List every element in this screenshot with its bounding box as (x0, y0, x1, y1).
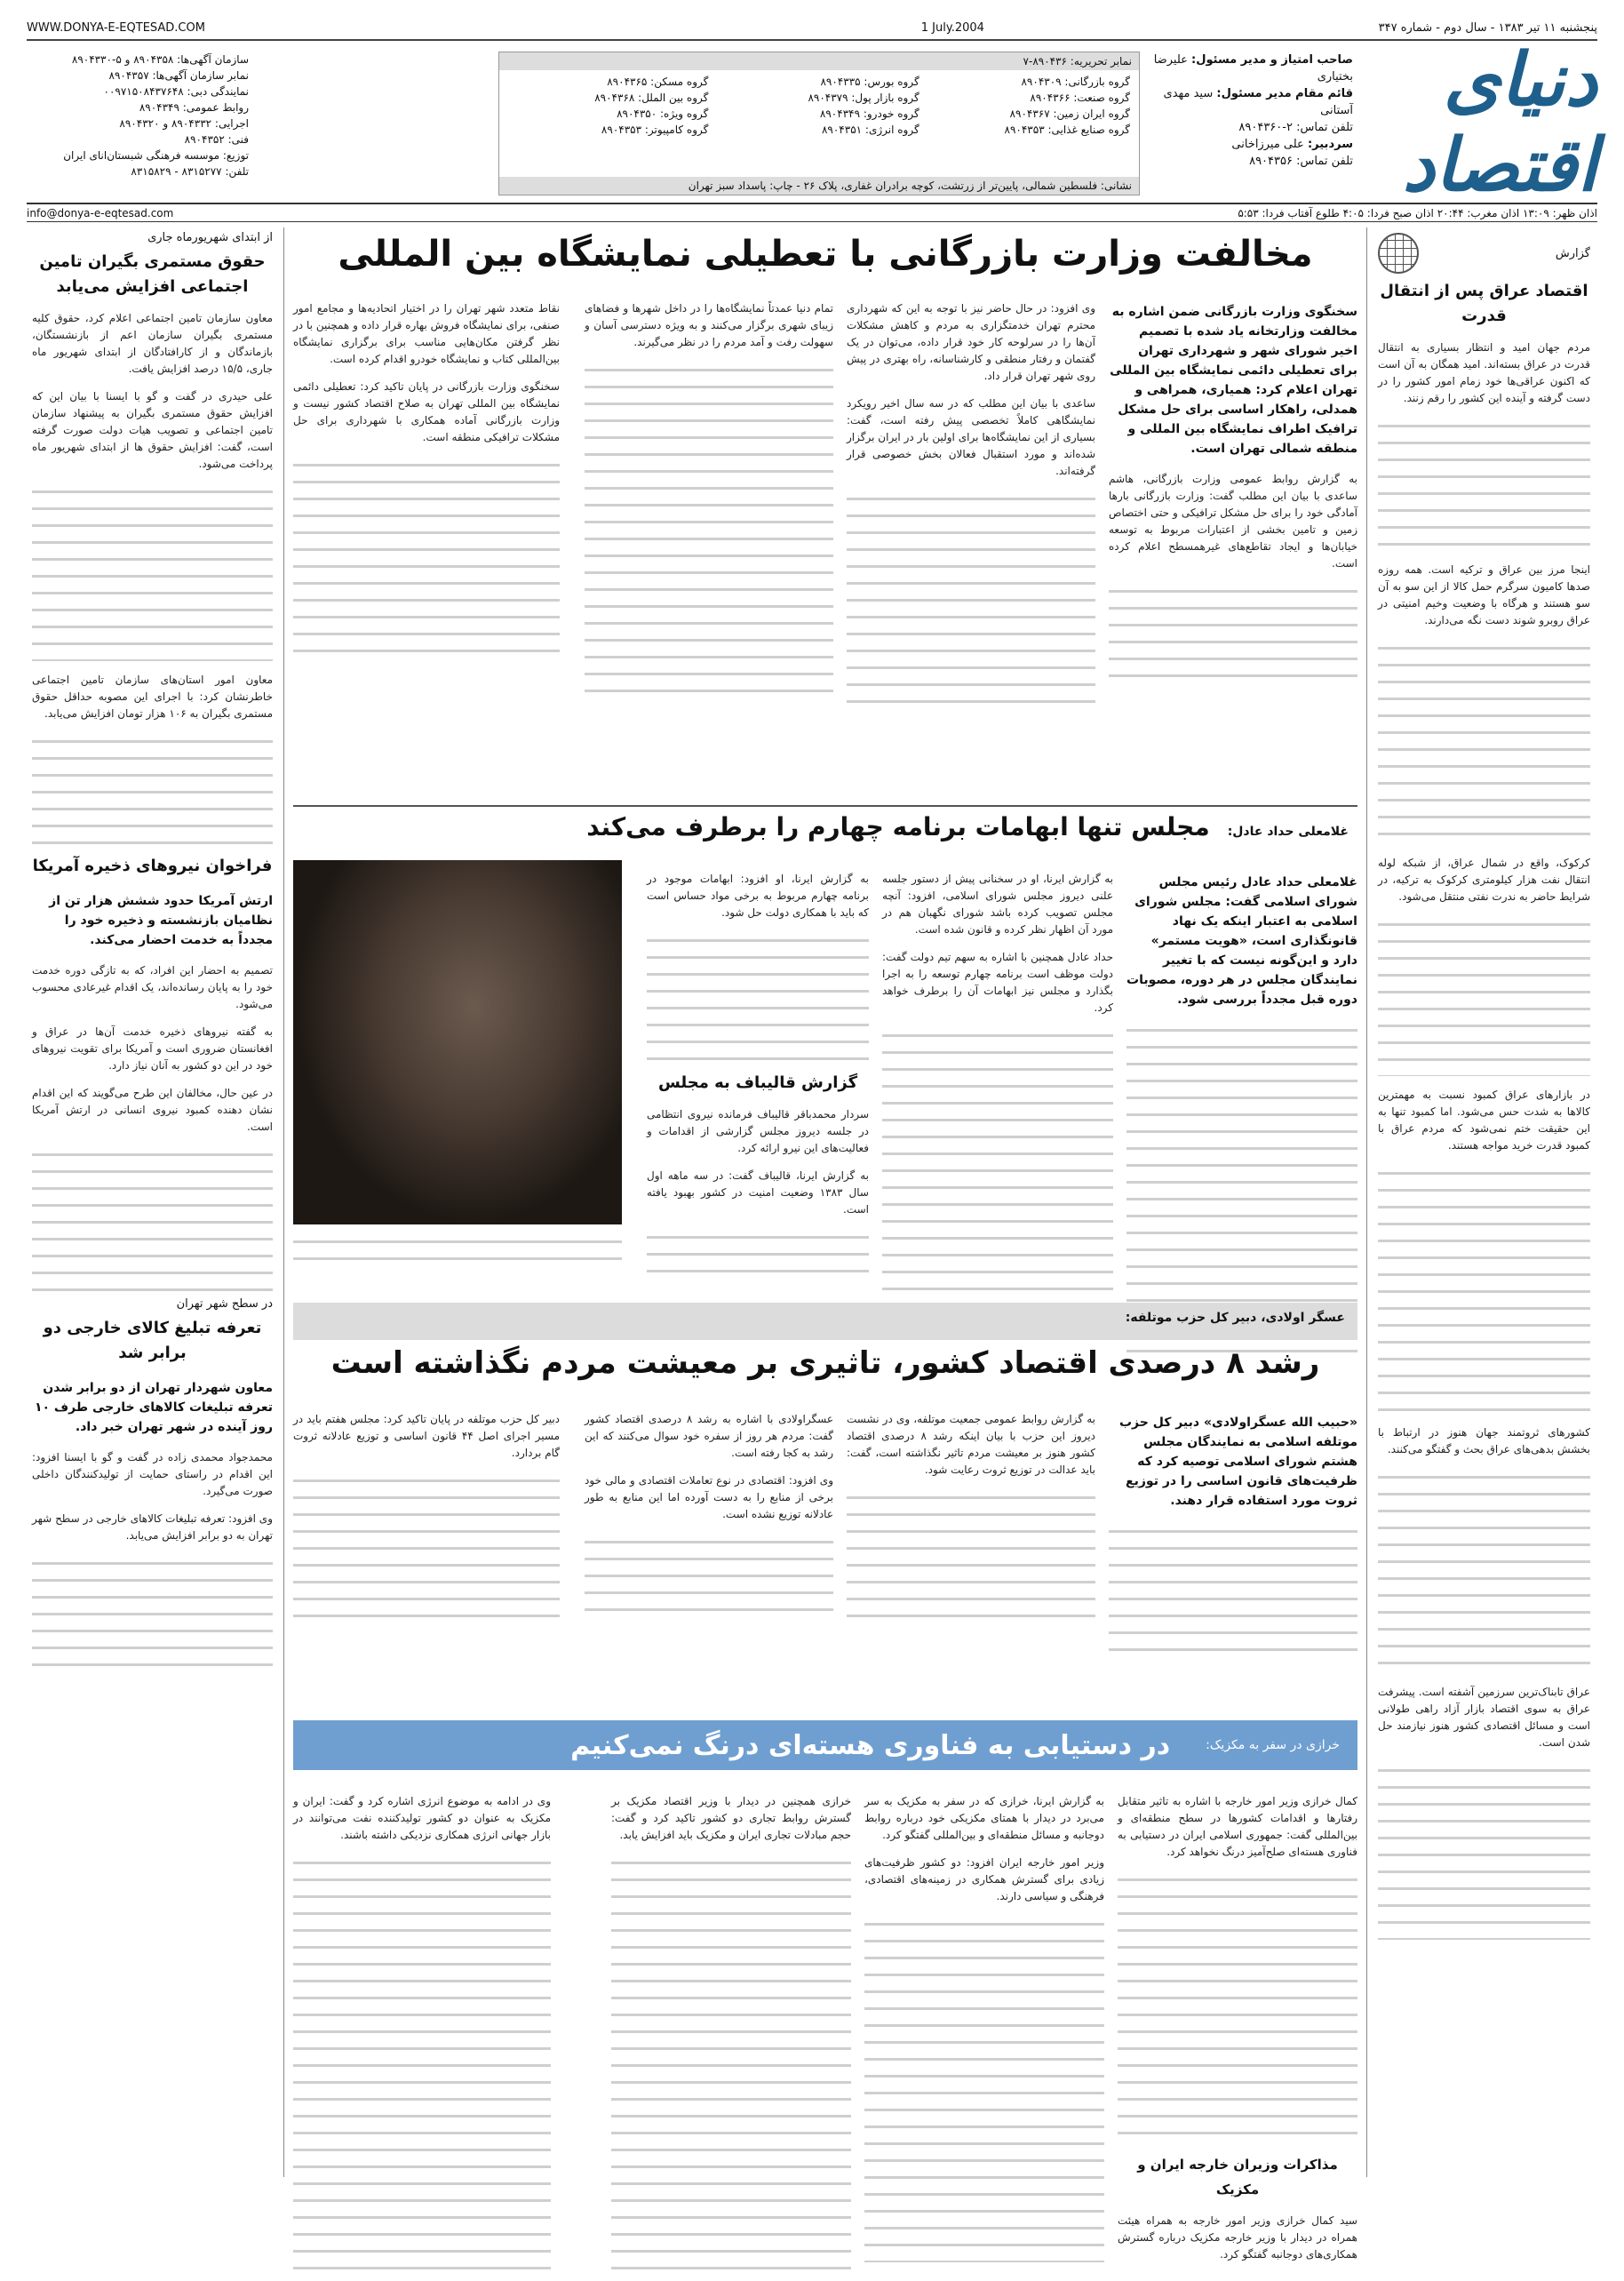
text-block (1378, 916, 1590, 1076)
growth-column-3 (585, 1400, 833, 1614)
dept-phone: گروه ایران زمین: ۸۹۰۴۳۶۷ (1009, 108, 1130, 120)
article-lead: ارتش آمریکا حدود ششش هزار تن از نظامیان بازنشسته و ذخیره خود را مجدداً به خدمت احضار می‌کند. (49, 894, 273, 947)
paragraph: وی افزود: اقتصادی در نوع تعاملات اقتصادی و مالی خود برخی از منابع را به دست آورده اما این منابع به طور عادلانه توزیع نشده است. (585, 1474, 833, 1520)
text-block (1109, 583, 1357, 690)
left-news-column (27, 227, 284, 2177)
paragraph: حداد عادل همچنین با اشاره به سهم تیم دولت گفت: دولت موظف است برنامه چهارم توسعه را به اجرا بگذارد و مجلس نیز ابهامات آن را برطرف خواهد کرد. (882, 951, 1113, 1014)
paragraph: محمدجواد محمدی زاده در گفت و گو با ایسنا افزود: این اقدام در راستای حمایت از تولیدکنندگان داخلی صورت می‌گیرد. (32, 1451, 273, 1497)
paragraph: در بازارهای عراق کمبود نسبت به مهمترین کالاها به شدت حس می‌شود. اما کمبود تنها به این حقیقت ختم نمی‌شود که مردم عراق با کمبود قدرت خرید مواجه هستند. (1378, 1089, 1590, 1152)
article-headline[interactable]: رشد ۸ درصدی اقتصاد کشور، تاثیری بر معیشت مردم نگذاشته است (330, 1345, 1320, 1381)
staff-line: تلفن تماس: ۲-۸۹۰۴۳۶۰ (1238, 121, 1353, 134)
text-block (611, 1854, 851, 2281)
text-block (585, 362, 833, 699)
text-block (293, 1472, 560, 1623)
paragraph: وی در ادامه به موضوع انرژی اشاره کرد و گفت: ایران و مکزیک به عنوان دو کشور تولیدکننده نفت می‌توانند در بازار جهانی انرژی همکاری نزدیکی داشته باشند. (293, 1795, 551, 1841)
logo-text: دنیای اقتصاد (1402, 36, 1597, 208)
text-block (647, 1229, 869, 1282)
article-headline[interactable]: مجلس تنها ابهامات برنامه چهارم را برطرف می‌کند (586, 812, 1210, 841)
paragraph: کرکوک، واقع در شمال عراق، از شبکه لوله انتقال نفت هزار کیلومتری کرکوک به ترکیه، در شرایط حاضر به ندرت نفتی منتقل می‌شود. (1378, 857, 1590, 903)
text-block (32, 733, 273, 849)
section-kicker: گزارش (1555, 246, 1590, 260)
staff-line: تلفن تماس: ۸۹۰۴۳۵۶ (1249, 155, 1353, 168)
paragraph: وی افزود: تعرفه تبلیغات کالاهای خارجی در سطح شهر تهران به دو برابر افزایش می‌یابد. (32, 1512, 273, 1542)
department-grid (499, 70, 1139, 141)
majlis-column-3 (647, 860, 869, 1282)
dept-phone: گروه ویژه: ۸۹۰۴۳۵۰ (617, 108, 709, 120)
nuclear-column-2 (864, 1783, 1104, 2262)
article-kicker: از ابتدای شهریورماه جاری (147, 231, 273, 244)
paragraph: در عین حال، مخالفان این طرح می‌گویند که این اقدام نشان دهنده کمبود نیروی انسانی در ارتش آمریکا است. (32, 1087, 273, 1133)
dept-phone: گروه بازار پول: ۸۹۰۴۳۷۹ (808, 92, 919, 104)
article-kicker: خرازی در سفر به مکزیک: (1206, 1738, 1340, 1752)
article-headline[interactable]: در دستیابی به فناوری هسته‌ای درنگ نمی‌کنیم (570, 1729, 1171, 1761)
paragraph: به گزارش ایرنا، قالیباف گفت: در سه ماهه اول سال ۱۳۸۳ وضعیت امنیت در کشور بهبود یافته است. (647, 1169, 869, 1216)
text-block (293, 457, 560, 661)
text-block (1378, 1469, 1590, 1673)
issue-date: پنجشنبه ۱۱ تیر ۱۳۸۳ - سال دوم - شماره ۳۴۷ (1378, 21, 1597, 35)
headline-band (293, 1720, 1357, 1770)
paragraph: تصمیم به احضار این افراد، که به تازگی دوره خدمت خود را به پایان رسانده‌اند، یک اقدام غیرعادی محسوب می‌شود. (32, 964, 273, 1010)
paragraph: معاون سازمان تامین اجتماعی اعلام کرد، حقوق کلیه مستمری بگیران سازمان اعم از بازنشستگان، بازماندگان و از کارافتادگان از ابتدای شهریور ماه جاری، ۱۵/۵ درصد افزایش یافت. (32, 312, 273, 375)
speaker-photo (293, 860, 622, 1224)
staff-line: صاحب امتیاز و مدیر مسئول: علیرضا بختیاری (1153, 53, 1353, 84)
department-phone-box (498, 52, 1140, 195)
prayer-times: اذان ظهر: ۱۳:۰۹ اذان مغرب: ۲۰:۴۴ اذان صبح فردا: ۴:۰۵ طلوع آفتاب فردا: ۵:۵۳ (1238, 207, 1597, 219)
nuclear-column-1 (1118, 1783, 1357, 2274)
staff-box (1149, 52, 1353, 170)
article-kicker: غلامعلی حداد عادل: (1227, 825, 1349, 839)
paragraph: کمال خرازی وزیر امور خارجه با اشاره به تاثیر متقابل رفتارها و اقدامات کشورها در سطح منطقه‌ای و بین‌المللی گفت: جمهوری اسلامی ایران در دستیابی به فناوری هسته‌ای صلح‌آمیز درنگ نخواهد کرد. (1118, 1795, 1357, 1858)
website-url-text: WWW.DONYA-E-EQTESAD.COM (27, 21, 205, 35)
paragraph: مردم جهان امید و انتظار بسیاری به انتقال قدرت در عراق بسته‌اند. امید همگان به آن است که اکنون عراقی‌ها خود زمام امور کشور را در دست گرفته و آینده این کشور را رقم زنند. (1378, 341, 1590, 404)
dept-phone: گروه مسکن: ۸۹۰۴۳۶۵ (607, 76, 709, 88)
masthead (27, 36, 1597, 208)
paragraph: به گزارش ایرنا، او افزود: ابهامات موجود در برنامه چهارم مربوط به برخی مواد حساس است که باید با همکاری دولت حل شود. (647, 873, 869, 919)
article-title[interactable]: تعرفه تبلیغ کالای خارجی دو برابر شد (43, 1319, 262, 1362)
lead-column-1 (1109, 290, 1357, 690)
nuclear-column-3 (611, 1783, 851, 2281)
article-lead: غلامعلی حداد عادل رئیس مجلس شورای اسلامی گفت: مجلس شورای اسلامی به اعتبار اینکه یک نهاد قانونگذاری است، «هویت مستمر» دارد و این‌گونه نیست که با تغییر نمایندگان مجلس در هر دوره، مصوبات دوره قبل مجدداً بررسی شود. (1126, 875, 1357, 1007)
text-block (1378, 1762, 1590, 1940)
paragraph: به گزارش روابط عمومی جمعیت موتلفه، وی در نشست دیروز این حزب با بیان اینکه رشد ۸ درصدی اقتصاد کشور هنوز بر معیشت مردم تاثیر نگذاشته است، گفت: باید عدالت در توزیع ثروت رعایت شود. (847, 1413, 1096, 1476)
paragraph: عراق تابناک‌ترین سرزمین آشفته است. پیشرفت عراق به سوی اقتصاد بازار آزاد راهی طولانی است و مسائل اقتصادی کشور هنوز نیازمند حل شدن است. (1378, 1686, 1590, 1749)
majlis-column-1 (1126, 860, 1357, 1360)
newsroom-fax: نمابر تحریریه: ۸۹۰۴۳۶-۷ (499, 52, 1139, 70)
dept-phone: گروه بازرگانی: ۸۹۰۴۳۰۹ (1021, 76, 1130, 88)
dept-phone: گروه صنایع غذایی: ۸۹۰۴۳۵۳ (1004, 124, 1130, 136)
growth-column-4 (293, 1400, 560, 1623)
paragraph: عسگراولادی با اشاره به رشد ۸ درصدی اقتصاد کشور گفت: مردم هر روز از سفره خود سوال می‌کنند که این رشد به کجا رفته است. (585, 1413, 833, 1459)
text-block (32, 1146, 273, 1297)
paragraph: وی افزود: در حال حاضر نیز با توجه به این که شهرداری محترم تهران خدمتگزاری به مردم و کاهش مشکلات آن‌ها را در سرلوحه کار خود قرار داده، می‌توان در یک گفتمان و رفتار منطقی و کارشناسانه، راه بهتری در پیش روی شهر تهران قرار داد. (847, 302, 1095, 382)
nuclear-story (293, 1720, 1357, 2261)
article-title[interactable]: فراخوان نیروهای ذخیره آمریکا (32, 857, 273, 875)
text-block (293, 1233, 622, 1267)
text-block (882, 1027, 1113, 1294)
newspaper-logo[interactable] (1366, 36, 1597, 208)
text-block (293, 1854, 551, 2272)
growth-story (293, 1303, 1357, 1711)
dept-phone: گروه بورس: ۸۹۰۴۳۳۵ (820, 76, 919, 88)
dept-phone: گروه خودرو: ۸۹۰۴۳۴۹ (819, 108, 919, 120)
paragraph: به گزارش روابط عمومی وزارت بازرگانی، هاشم ساعدی با بیان این مطلب گفت: وزارت بازرگانی بارها آمادگی خود را برای حل مشکل ترافیکی و حتی اختصاص زمین و تامین بخشی از اعتبارات مربوط به توسعه خیابان‌ها و ایجاد تقاطع‌های غیرهمسطح اعلام کرده است. (1109, 473, 1357, 570)
email-link[interactable]: info@donya-e-eqtesad.com (27, 207, 174, 219)
paragraph: خرازی همچنین در دیدار با وزیر اقتصاد مکزیک بر گسترش روابط تجاری دو کشور تاکید کرد و گفت: حجم مبادلات تجاری ایران و مکزیک باید افزایش یابد. (611, 1795, 851, 1841)
paragraph: اینجا مرز بین عراق و ترکیه است. همه روزه صدها کامیون سرگرم حمل کالا از این سو به آن سو هستند و هرگاه با وضعیت وخیم امنیتی در عراق روبرو شوند دست نگه می‌دارند. (1378, 563, 1590, 626)
ads-contact-box: سازمان آگهی‌ها: ۸۹۰۴۳۵۸ و ۵-۸۹۰۴۳۳۰ نمابر سازمان آگهی‌ها: ۸۹۰۴۳۵۷ نمایندگی دبی: ۰۰۹۷۱۵۰۸۴۳۷۶۴۸ روابط عمومی: ۸۹۰۴۳۴۹ اجرایی: ۸۹۰۴۳۳۲ و ۸۹۰۴۳۲۰ فنی: ۸۹۰۴۳۵۲ توزیع: موسسه فرهنگی شبستان‌انای ایران تلفن: ۸۳۱۵۲۷۷ - ۸۳۱۵۸۲۹ (63, 53, 249, 178)
article-kicker: عسگر اولادی، دبیر کل حزب موتلفه: (1125, 1311, 1345, 1325)
article-lead: سخنگوی وزارت بازرگانی ضمن اشاره به مخالفت وزارتخانه یاد شده با تصمیم اخیر شورای شهر و شهرداری تهران برای تعطیلی دائمی نمایشگاه بین المللی تهران اعلام کرد: همیاری، همراهی و همدلی، راهکار اساسی برای حل مشکل ترافیک اطراف نمایشگاه بین المللی و منطقه شمالی تهران است. (1110, 305, 1357, 456)
paragraph: به گزارش ایرنا، او در سخنانی پیش از دستور جلسه علنی دیروز مجلس شورای اسلامی، افزود: آنچه مجلس تصویب کرده باشد شورای نگهبان هم در مورد آن اظهار نظر کرده و قانون شده است. (882, 873, 1113, 936)
dept-phone: گروه صنعت: ۸۹۰۴۳۶۶ (1030, 92, 1130, 104)
text-block (847, 490, 1095, 704)
kicker-band (293, 1303, 1357, 1340)
text-block (32, 1555, 273, 1679)
sub-headline: مذاکرات وزیران خارجه ایران و مکزیک (1137, 2157, 1338, 2197)
paragraph: به گفته نیروهای ذخیره خدمت آن‌ها در عراق و افغانستان ضروری است و آمریکا برای تقویت نیروهای خود در این دو کشور به آنان نیاز دارد. (32, 1025, 273, 1072)
dept-phone: گروه کامپیوتر: ۸۹۰۴۳۵۳ (601, 124, 709, 136)
dept-phone: گروه انرژی: ۸۹۰۴۳۵۱ (821, 124, 919, 136)
nuclear-column-4 (293, 1783, 551, 2272)
globe-icon (1378, 233, 1419, 274)
paragraph: سردار محمدباقر قالیباف فرمانده نیروی انتظامی در جلسه دیروز مجلس گزارشی از اقدامات و فعالیت‌های این نیرو ارائه کرد. (647, 1108, 869, 1154)
paragraph: کشورهای ثروتمند جهان هنوز در ارتباط با بخشش بدهی‌های عراق بحث و گفتگو می‌کنند. (1378, 1426, 1590, 1456)
paragraph: سخنگوی وزارت بازرگانی در پایان تاکید کرد: تعطیلی دائمی نمایشگاه بین المللی تهران به صلاح اقتصاد کشور نیست و وزارت بازرگانی آماده همکاری با شهرداری برای حل مشکلات ترافیکی منطقه است. (293, 380, 560, 443)
paragraph: معاون امور استان‌های سازمان تامین اجتماعی خاطرنشان کرد: با اجرای این مصوبه حداقل حقوق مستمری بگیران به ۱۰۶ هزار تومان افزایش می‌یابد. (32, 674, 273, 720)
article-title[interactable]: حقوق مستمری بگیران تامین اجتماعی افزایش می‌یابد (39, 252, 266, 296)
text-block (647, 932, 869, 1065)
text-block (1378, 1165, 1590, 1414)
lead-column-3 (585, 290, 833, 699)
article-lead: «حبیب الله عسگراولادی» دبیر کل حزب موتلفه اسلامی به نمایندگان مجلس هشتم شورای اسلامی توصیه کرد که ظرفیت‌های قانون اساسی را در توزیع ثروت مورد استفاده قرار دهند. (1118, 1416, 1357, 1508)
staff-line: قائم مقام مدیر مسئول: سید مهدی آستانی (1163, 87, 1353, 117)
paragraph: به گزارش ایرنا، خرازی که در سفر به مکزیک به سر می‌برد در دیدار با همتای مکزیکی خود درباره روابط دوجانبه و مسائل منطقه‌ای و بین‌المللی گفتگو کرد. (864, 1795, 1104, 1841)
top-date-line (27, 20, 1597, 41)
sub-headline: گزارش قالیباف به مجلس (657, 1073, 858, 1092)
text-block (1109, 1523, 1357, 1656)
paragraph: دبیر کل حزب موتلفه در پایان تاکید کرد: مجلس هفتم باید در مسیر اجرای اصل ۴۴ قانون اساسی و توزیع عادلانه ثروت گام بردارد. (293, 1413, 560, 1459)
article-lead: معاون شهردار تهران از دو برابر شدن تعرفه تبلیغات کالاهای خارجی طرف ۱۰ روز آینده در شهر تهران خبر داد. (34, 1381, 273, 1434)
info-bar (27, 203, 1597, 222)
dept-phone: گروه بین الملل: ۸۹۰۴۳۶۸ (594, 92, 709, 104)
text-block (32, 483, 273, 661)
main-news-area (293, 227, 1357, 2261)
sidebar-report (1366, 227, 1597, 2177)
photo-caption (293, 1233, 622, 1267)
paragraph: نقاط متعدد شهر تهران را در اختیار اتحادیه‌ها و مجامع امور صنفی، برای نمایشگاه فروش بهاره قرار داده و همچنین با در نظر گرفتن مکان‌هایی مناسب برای برگزاری نمایشگاه بین‌المللی کتاب و نمایشگاه خودرو اقدام کرده است. (293, 302, 560, 365)
article-kicker: در سطح شهر تهران (176, 1297, 273, 1311)
text-block (585, 1534, 833, 1614)
text-block (1378, 418, 1590, 551)
staff-line: سردبیر: علی میرزاخانی (1231, 138, 1353, 151)
lead-headline[interactable]: مخالفت وزارت بازرگانی با تعطیلی نمایشگاه بین المللی (338, 234, 1313, 275)
article-title[interactable]: اقتصاد عراق پس از انتقال قدرت (1380, 282, 1588, 325)
website-url[interactable] (27, 21, 984, 35)
growth-column-1 (1109, 1400, 1357, 1656)
text-block (1118, 1871, 1357, 2147)
lead-column-4 (293, 290, 560, 661)
paragraph: وزیر امور خارجه ایران افزود: دو کشور ظرفیت‌های زیادی برای گسترش همکاری در زمینه‌های اقتصادی، فرهنگی و سیاسی دارند. (864, 1856, 1104, 1902)
paragraph: سید کمال خرازی وزیر امور خارجه به همراه هیئت همراه در دیدار با وزیر خارجه مکزیک درباره گسترش همکاری‌های دوجانبه گفتگو کرد. (1118, 2214, 1357, 2261)
text-block (1378, 640, 1590, 844)
majlis-story (293, 805, 1357, 1356)
majlis-column-2 (882, 860, 1113, 1294)
lead-story (293, 227, 1357, 796)
paragraph: تمام دنیا عمدتاً نمایشگاه‌ها را در داخل شهرها و فضاهای زیبای شهری برگزار می‌کنند و به ویژه دسترسی آسان و سهولت رفت و آمد مردم را در نظر می‌گیرند. (585, 302, 833, 348)
text-block (864, 1916, 1104, 2262)
growth-column-2 (847, 1400, 1095, 1631)
issue-date-en: 1 July.2004 (920, 21, 984, 35)
office-address: نشانی: فلسطین شمالی، پایین‌تر از زرتشت، کوچه برادران غفاری، پلاک ۲۶ - چاپ: پاسداد سبز تهران (499, 177, 1139, 195)
paragraph: ساعدی با بیان این مطلب که در سه سال اخیر رویکرد نمایشگاهی کاملاً تخصصی پیش رفته است، گفت: بسیاری از این نمایشگاه‌ها برای اولین بار در ایران برگزار شده‌اند و مورد استقبال فعالان بخش خصوصی قرار گرفته‌اند. (847, 397, 1095, 477)
text-block (847, 1489, 1095, 1631)
lead-column-2 (847, 290, 1095, 704)
paragraph: علی حیدری در گفت و گو با ایسنا با بیان این که افزایش حقوق مستمری بگیران به پیشنهاد سازمان تامین اجتماعی و تصویب هیات دولت صورت گرفته است، گفت: افزایش حقوق ها از ابتدای شهریور ماه پرداخت می‌شود. (32, 390, 273, 470)
